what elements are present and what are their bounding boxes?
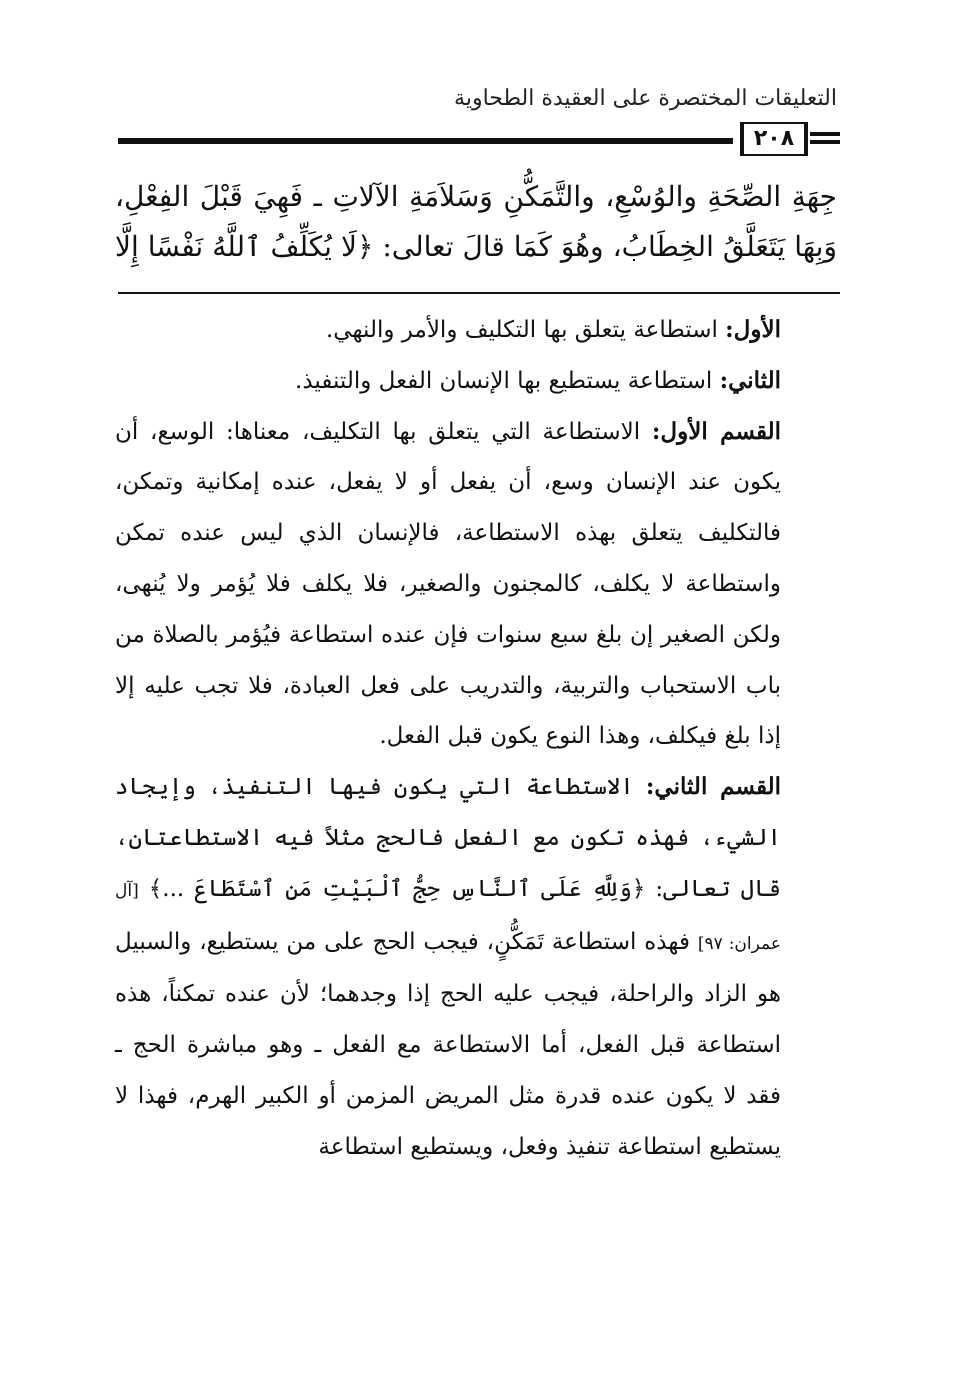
header-rule-end: [810, 132, 840, 136]
quran-reference: [آل عمران: ٩٧]: [115, 880, 781, 954]
section-divider: [118, 292, 840, 294]
section-one-text: الاستطاعة التي يتعلق بها التكليف، معناها: الوسع، أن يكون عند الإنسان وسع، أن يفعل أو لا يفعل، عنده إمكانية وتمكن، فالتكليف يتعلق بهذه الاستطاعة، فالإنسان الذي ليس عنده تمكن واستطاعة لا يكلف، كالمجنون والصغير، فلا يكلف فلا يُؤمر ولا يُنهى، ولكن الصغير إن بلغ سبع سنوات فإن عنده استطاعة فيُؤمر بالصلاة من باب الاستحباب والتربية، والتدريب على فعل العبادة، فلا تجب عليه إلا إذا بلغ فيكلف، وهذا النوع يكون قبل الفعل.: [115, 418, 781, 750]
carried-over-text: [115, 172, 837, 272]
header-rule: [118, 122, 840, 158]
section-two-text-b: فهذه استطاعة تَمَكُّنٍ، فيجب الحج على من يستطيع، والسبيل هو الزاد والراحلة، فيجب عليه الحج إذا وجدهما؛ لأن عنده تمكناً، هذه استطاعة قبل الفعل، أما الاستطاعة مع الفعل ـ وهو مباشرة الحج ـ فقد لا يكون عنده قدرة مثل المريض المزمن أو الكبير الهرم، فهذا لا يستطيع استطاعة تنفيذ وفعل، ويستطيع استطاعة: [115, 928, 781, 1160]
section-two-label: القسم الثاني:: [645, 773, 782, 801]
first-type-text: استطاعة يتعلق بها التكليف والأمر والنهي.: [325, 317, 718, 343]
running-header: التعليقات المختصرة على العقيدة الطحاوية: [454, 86, 837, 111]
paragraph-section-two: [115, 762, 837, 1172]
carried-line-2: وَبِهَا يَتَعَلَّقُ الخِطَابُ، وهُوَ كَمَا قالَ تعالى: ﴿لَا يُكَلِّفُ ٱللَّهُ نَفْسًا إِلَّا: [115, 230, 837, 263]
header-rule-line: [118, 138, 733, 144]
paragraph-section-one: [115, 407, 837, 763]
paragraph-second-type: [115, 356, 837, 407]
section-two-text-a: الاستطاعة التي يكون فيها التنفيذ، وإيجاد الشيء، فهذه تكون مع الفعل فالحج مثلاً فيه الاستطاعتان، قال تعالى: ﴿وَلِلَّهِ عَلَى ٱلنَّاسِ حِجُّ ٱلْبَيْتِ مَنِ ٱسْتَطَاعَ ...﴾: [115, 774, 782, 902]
first-type-label: الأول:: [725, 316, 781, 343]
second-type-label: الثاني:: [719, 366, 781, 394]
page-number: ٢٠٨: [740, 122, 808, 156]
section-one-label: القسم الأول:: [651, 417, 782, 445]
second-type-text: استطاعة يستطيع بها الإنسان الفعل والتنفيذ.: [295, 367, 713, 394]
paragraph-first-type: [115, 305, 837, 356]
commentary-body: [115, 305, 837, 1173]
carried-line-1: جِهَةِ الصِّحَةِ والوُسْعِ، والتَّمَكُّنِ وَسَلاَمَةِ الآلاتِ ـ فَهِيَ قَبْلَ الفِعْلِ،: [115, 180, 837, 213]
